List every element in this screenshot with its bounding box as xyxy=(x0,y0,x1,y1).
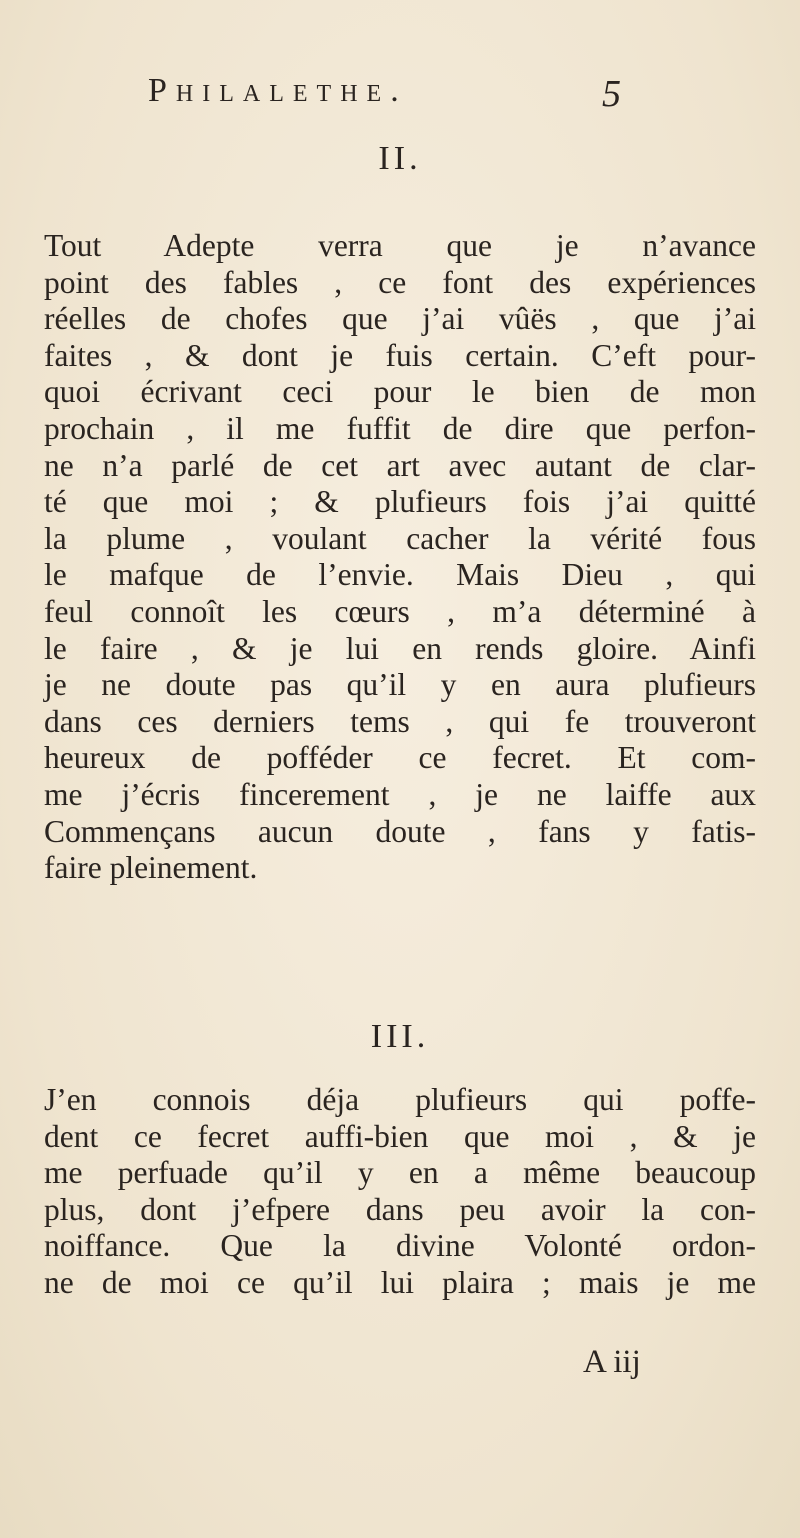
text-line: plus, dont j’efpere dans peu avoir la con- xyxy=(44,1191,756,1227)
text-line: dent ce fecret auffi-bien que moi , & je xyxy=(44,1118,756,1154)
text-line: réelles de chofes que j’ai vûës , que j’ai xyxy=(44,301,756,337)
text-line: feul connoît les cœurs , m’a déterminé à xyxy=(44,593,756,629)
section-iii-paragraph xyxy=(44,1082,756,1302)
page-number: 5 xyxy=(602,73,621,115)
text-line: me j’écris fincerement , je ne laiffe aux xyxy=(44,776,756,812)
text-line: prochain , il me fuffit de dire que perfon- xyxy=(44,410,756,446)
text-line: le faire , & je lui en rends gloire. Ainfi xyxy=(44,630,756,666)
text-line: heureux de pofféder ce fecret. Et com- xyxy=(44,740,756,776)
text-line: faire pleinement. xyxy=(44,850,258,886)
text-line: noiffance. Que la divine Volonté ordon- xyxy=(44,1228,756,1264)
running-head xyxy=(0,72,800,132)
section-number-ii: II. xyxy=(378,140,422,177)
text-line: ne de moi ce qu’il lui plaira ; mais je me xyxy=(44,1264,756,1300)
section-number-iii: III. xyxy=(370,1018,430,1055)
section-ii-paragraph xyxy=(44,228,756,887)
text-line: faites , & dont je fuis certain. C’eft pour- xyxy=(44,337,756,373)
text-line: me perfuade qu’il y en a même beaucoup xyxy=(44,1155,756,1191)
text-line: point des fables , ce font des expériences xyxy=(44,264,756,300)
text-line: Tout Adepte verra que je n’avance xyxy=(44,228,756,263)
text-line: quoi écrivant ceci pour le bien de mon xyxy=(44,374,756,410)
running-head-title: Philalethe. xyxy=(148,72,408,109)
text-line: dans ces derniers tems , qui fe trouveront xyxy=(44,703,756,739)
text-line: le mafque de l’envie. Mais Dieu , qui xyxy=(44,557,756,593)
signature-mark: A iij xyxy=(583,1344,641,1380)
text-line: té que moi ; & plufieurs fois j’ai quitté xyxy=(44,484,756,520)
text-line: je ne doute pas qu’il y en aura plufieurs xyxy=(44,667,756,703)
text-line: ne n’a parlé de cet art avec autant de clar- xyxy=(44,447,756,483)
text-line: Commençans aucun doute , fans y fatis- xyxy=(44,813,756,849)
text-line: J’en connois déja plufieurs qui poffe- xyxy=(44,1082,756,1117)
text-line: la plume , voulant cacher la vérité fous xyxy=(44,520,756,556)
